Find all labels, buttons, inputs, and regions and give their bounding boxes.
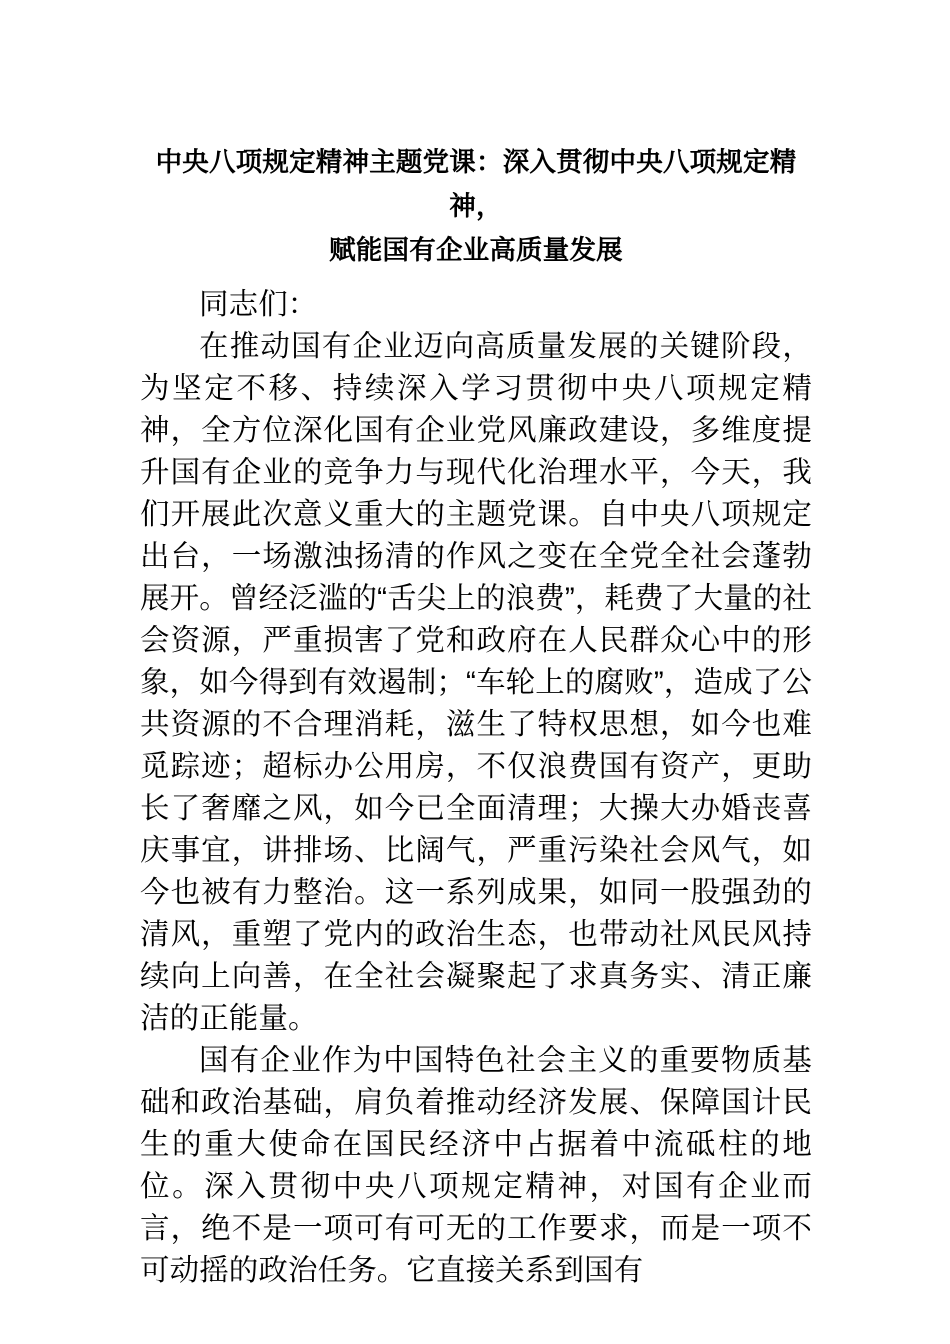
paragraph-opening-remarks: 在推动国有企业迈向高质量发展的关键阶段，为坚定不移、持续深入学习贯彻中央八项规定精神，全方位深化国有企业党风廉政建设，多维度提升国有企业的竞争力与现代化治理水平，今天，我们开展此次意义重大的主题党课。自中央八项规定出台，一场激浊扬清的作风之变在全党全社会蓬勃展开。曾经泛滥的“舌尖上的浪费”，耗费了大量的社会资源，严重损害了党和政府在人民群众心中的形象，如今得到有效遏制；“车轮上的腐败”，造成了公共资源的不合理消耗，滋生了特权思想，如今也难觅踪迹；超标办公用房，不仅浪费国有资产，更助长了奢靡之风，如今已全面清理；大操大办婚丧喜庆事宜，讲排场、比阔气，严重污染社会风气，如今也被有力整治。这一系列成果，如同一股强劲的清风，重塑了党内的政治生态，也带动社风民风持续向上向善，在全社会凝聚起了求真务实、清正廉洁的正能量。 [140, 330, 812, 1035]
page-title-line-2: 赋能国有企业高质量发展 [329, 235, 623, 265]
page-title-line-1: 中央八项规定精神主题党课：深入贯彻中央八项规定精神， [155, 147, 797, 221]
document-content [140, 140, 812, 1292]
paragraph-salutation: 同志们： [199, 288, 318, 321]
paragraph-soe-significance: 国有企业作为中国特色社会主义的重要物质基础和政治基础，肩负着推动经济发展、保障国计民生的重大使命在国民经济中占据着中流砥柱的地位。深入贯彻中央八项规定精神，对国有企业而言，绝不是一项可有可无的工作要求，而是一项不可动摇的政治任务。它直接关系到国有 [140, 1044, 812, 1287]
page-title [140, 140, 812, 272]
